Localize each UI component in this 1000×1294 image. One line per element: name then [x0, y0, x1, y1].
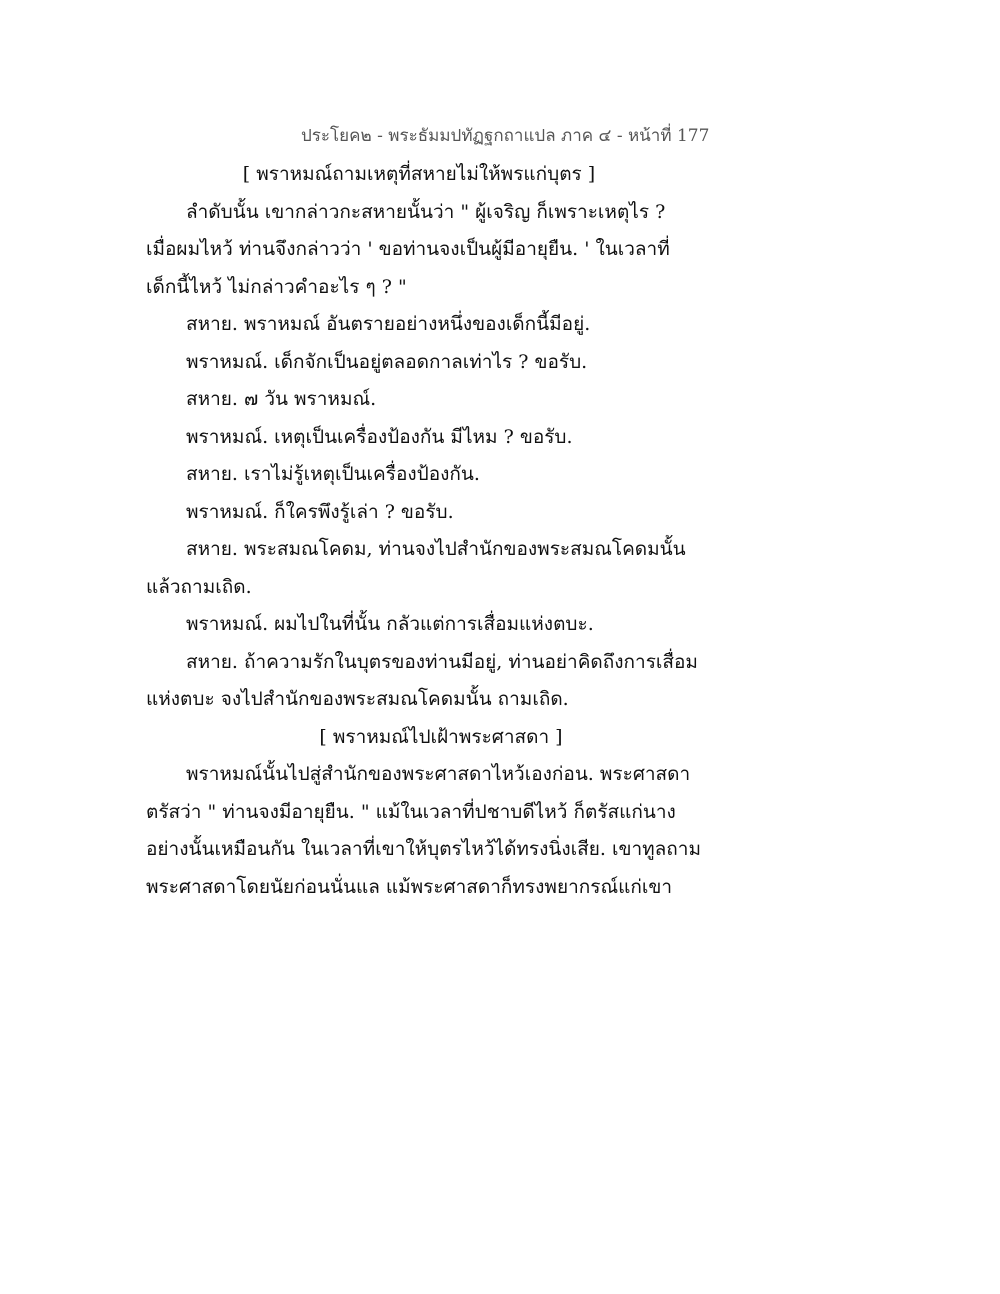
paragraph-line: เด็กนี้ไหว้ ไม่กล่าวคำอะไร ๆ ? " — [146, 275, 407, 298]
paragraph-line: พระศาสดาโดยนัยก่อนนั่นแล แม้พระศาสดาก็ทรงพยากรณ์แก่เขา — [146, 875, 672, 898]
paragraph-line: พราหมณ์นั้นไปสู่สำนักของพระศาสดาไหว้เองก่อน. พระศาสดา — [186, 763, 691, 785]
dialogue-line: สหาย. ๗ วัน พราหมณ์. — [186, 388, 377, 410]
dialogue-line: พราหมณ์. ผมไปในที่นั้น กลัวแต่การเสื่อมแห่งตบะ. — [186, 613, 594, 635]
paragraph-line: แล้วถามเถิด. — [146, 575, 252, 598]
dialogue-line: พราหมณ์. ก็ใครพึงรู้เล่า ? ขอรับ. — [186, 500, 454, 523]
dialogue-line: สหาย. พราหมณ์ อันตรายอย่างหนึ่งของเด็กนี้มีอยู่. — [186, 313, 591, 335]
dialogue-line: พราหมณ์. เหตุเป็นเครื่องป้องกัน มีไหม ? ขอรับ. — [186, 425, 573, 448]
section-heading: [ พราหมณ์ถามเหตุที่สหายไม่ให้พรแก่บุตร ] — [242, 163, 596, 185]
dialogue-line: สหาย. ถ้าความรักในบุตรของท่านมีอยู่, ท่านอย่าคิดถึงการเสื่อม — [186, 650, 698, 673]
dialogue-line: สหาย. เราไม่รู้เหตุเป็นเครื่องป้องกัน. — [186, 463, 480, 485]
section-heading: [ พราหมณ์ไปเฝ้าพระศาสดา ] — [319, 725, 563, 748]
paragraph-line: ตรัสว่า " ท่านจงมีอายุยืน. " แม้ในเวลาที่ปชาบดีไหว้ ก็ตรัสแก่นาง — [146, 800, 676, 823]
paragraph-line: แห่งตบะ จงไปสำนักของพระสมณโคดมนั้น ถามเถิด. — [146, 688, 569, 710]
dialogue-line: พราหมณ์. เด็กจักเป็นอยู่ตลอดกาลเท่าไร ? ขอรับ. — [186, 350, 588, 373]
page-body — [146, 156, 706, 906]
paragraph-line: ลำดับนั้น เขากล่าวกะสหายนั้นว่า " ผู้เจริญ ก็เพราะเหตุไร ? — [186, 200, 666, 223]
dialogue-line: สหาย. พระสมณโคดม, ท่านจงไปสำนักของพระสมณโคดมนั้น — [186, 538, 686, 560]
paragraph-line: เมื่อผมไหว้ ท่านจึงกล่าวว่า ' ขอท่านจงเป็นผู้มีอายุยืน. ' ในเวลาที่ — [146, 238, 670, 260]
paragraph-line: อย่างนั้นเหมือนกัน ในเวลาที่เขาให้บุตรไหว้ได้ทรงนิ่งเสีย. เขาทูลถาม — [146, 838, 701, 860]
running-header: ประโยค๒ - พระธัมมปทัฏฐกถาแปล ภาค ๔ - หน้าที่ 177 — [301, 126, 710, 146]
